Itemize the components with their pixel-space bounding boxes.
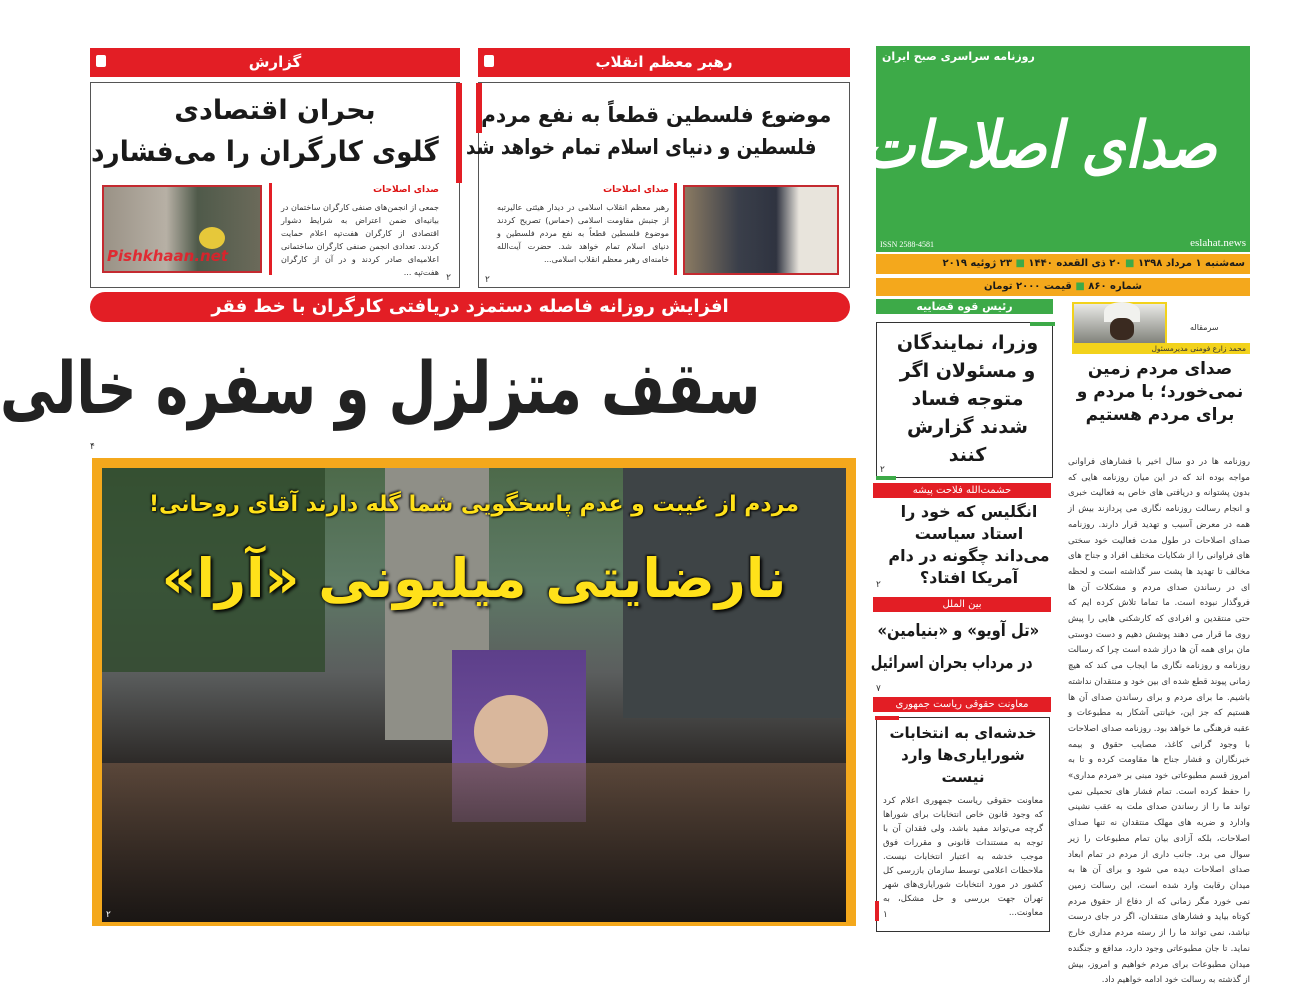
falahat-headline[interactable]: انگلیس که خود را استاد سیاست می‌داند چگونه در دام آمریکا افتاد؟ <box>888 502 1050 587</box>
issue-bar: شماره ۸۶۰ ■ قیمت ۲۰۰۰ تومان <box>876 278 1250 296</box>
leader-source: صدای اصلاحات <box>603 185 669 195</box>
price: قیمت ۲۰۰۰ تومان <box>984 281 1072 292</box>
square-icon <box>484 55 494 67</box>
cover-page-number: ۲ <box>106 910 111 920</box>
judiciary-page-number: ۲ <box>880 465 885 475</box>
gregorian-date: ۲۳ ژوئیه ۲۰۱۹ <box>942 258 1012 269</box>
report-source: صدای اصلاحات <box>373 185 439 195</box>
main-page-number: ۴ <box>90 442 95 452</box>
falahat-section-label: حشمت‌الله فلاحت پیشه <box>873 483 1051 498</box>
issn: ISSN 2588-4581 <box>880 240 935 249</box>
report-page-number: ۲ <box>446 273 451 283</box>
judiciary-box[interactable] <box>876 322 1053 478</box>
issue-number: شماره ۸۶۰ <box>1088 281 1142 292</box>
square-icon <box>96 55 106 67</box>
legal-page-number: ۱ <box>883 910 888 920</box>
cover-photo <box>102 468 846 922</box>
website[interactable]: eslahat.news <box>1190 237 1246 249</box>
report-box[interactable] <box>90 82 460 288</box>
international-headline-1[interactable]: «تل آویو» و «بنیامین» <box>877 621 1040 641</box>
international-page-number: ۷ <box>876 684 881 694</box>
international-headline-2[interactable]: در مرداب بحران اسرائیل <box>870 653 1033 673</box>
tagline: روزنامه سراسری صبح ایران <box>882 50 1035 63</box>
leader-box[interactable] <box>466 82 850 288</box>
leader-page-number: ۲ <box>485 275 490 285</box>
leader-headline-1: موضوع فلسطین قطعاً به نفع مردم <box>481 103 832 127</box>
editorial-author: محمد زارع فومنی مدیرمسئول <box>1072 343 1250 354</box>
legal-box[interactable] <box>876 717 1050 932</box>
report-body: جمعی از انجمن‌های صنفی کارگران ساختمان در بیانیه‌ای ضمن اعتراض به شرایط دشوار اقتصادی از کارگران هفت‌تپه اعلام حمایت کردند. تعدادی انجمن صنفی کارگران ساختمانی اعلامیه‌ای صادر کردند و در آن از کارگران هفت‌تپه ... <box>281 203 439 277</box>
divider <box>269 183 272 275</box>
judiciary-section-label: رئیس قوه قضاییه <box>876 299 1053 314</box>
red-corner <box>456 83 462 183</box>
editorial-body: روزنامه ها در دو سال اخیر با فشارهای فراوانی مواجه بوده اند که در این میان روزنامه هایی که بدون پشتوانه و دریافتی های خاص به فعالیت خبری و انجام رسالت روزنامه نگاری می پردازند بیش از همه در معرض آسیب و تهدید قرار دارند. روزنامه صدای اصلاحات در طول مدت فعالیت خود سختی های فراوانی را از شکایات مختلف افراد و جناح های مخالف تا تهدید ها پشت سر گذاشته است و لحظه ای در رساندن صدای مردم و مشکلات آن ها فروگذار نبوده است. ما تماما تلاش کرده ایم که حتی منتقدین و افرادی که کارشکنی هایی را پیش روی ما قرار می دهند پوشش دهیم و دست دوستی مان برای همه آن ها دراز شده است چرا که رسالت روزنامه و روزنامه نگاری ما ایجاب می کند که هیچ زمانی پیوند قطع شده ای بین خود و منتقدان نداشته باشیم. ما برای مردم و برای رساندن صدای آن ها هستیم که جز این، خیانتی آشکار به مطبوعات و عقبه فرهنگی ما خواهد بود. روزنامه صدای اصلاحات با وجود گرانی کاغذ، مصایب حقوق و بیمه خبرنگاران و فشار جناح ها مقاومت کرده و تا به امروز قسم مطبوعاتی خود مبنی بر «مردم مداری» را حفظ کرده است. تمام فشار های تحمیلی نمی تواند ما را از رساندن صدای ملت به عقب نشینی وادارد و ضربه های مهلک منتقدان نه تنها صدای اصلاحات، بلکه آزادی بیان تمام مطبوعات را زیر سوال می برد. جانب داری از مردم در تمام ابعاد صدای اصلاحات دیده می شود و برای آن ها به میدان رقابت وارد شده است، این رسالت زمین نمی خورد مگر زمانی که از دفاع از حقوق مردم کوتاه بیاید و فشارهای منتقدان، اگر در جای درست نباشد، نمی تواند ما را از رسته مردم مداری خارج نماید. تا جان مطبوعاتی وجود دارد، مدافع و جنگنده میدان مطبوعات برای مردم خواهیم و امروز، بیش از گذشته به رسالت خود ادامه خواهیم داد. <box>1068 457 1250 986</box>
logo: صدای اصلاحات <box>862 108 1217 183</box>
legal-body: معاونت حقوقی ریاست جمهوری اعلام کرد که وجود قانون خاص انتخابات برای شوراها گرچه می‌تواند مفید باشد، ولی فقدان آن با توجه به مستندات قانونی و مقررات فوق موجب خدشه به اعتبار انتخابات نیست. ملاحظات اعلامی توسط سازمان بازرسی کل کشور در مورد انتخابات شورایاری‌های شهر تهران جهت بررسی و حل مشکل، به معاونت... <box>883 796 1043 918</box>
divider <box>674 183 677 275</box>
editorial-section-label: سرمقاله <box>1190 323 1219 332</box>
editorial-headline[interactable]: صدای مردم زمین نمی‌خورد؛ با مردم و برای مردم هستیم <box>1076 359 1244 425</box>
masthead[interactable] <box>862 46 1250 252</box>
cover-photo-frame[interactable] <box>92 458 856 926</box>
judiciary-headline: وزرا، نمایندگان و مسئولان اگر متوجه فساد شدند گزارش کنند <box>896 332 1039 466</box>
weekday-date: سه‌شنبه ۱ مرداد ۱۳۹۸ <box>1137 258 1245 269</box>
international-section-label: بین الملل <box>873 597 1051 612</box>
dateline-bar: سه‌شنبه ۱ مرداد ۱۳۹۸ ■ ۲۰ ذی القعده ۱۴۴۰ ■ ۲۳ ژوئیه ۲۰۱۹ <box>876 254 1250 274</box>
watermark: Pishkhaan.net <box>107 247 229 265</box>
banner: افزایش روزانه فاصله دستمزد دریافتی کارگران با خط فقر <box>90 292 850 322</box>
report-headline-2: گلوی کارگران را می‌فشارد <box>91 135 439 168</box>
leader-photo <box>683 185 839 275</box>
legal-section-label: معاونت حقوقی ریاست جمهوری <box>873 697 1051 712</box>
main-headline[interactable]: سقف متزلزل و سفره خالی <box>0 346 761 430</box>
hijri-date: ۲۰ ذی القعده ۱۴۴۰ <box>1028 258 1122 269</box>
leader-section-header <box>478 48 850 77</box>
cover-kicker: مردم از غیبت و عدم پاسخگویی شما گله دارند آقای روحانی! <box>148 492 800 517</box>
leader-section-label: رهبر معظم انقلاب <box>595 53 733 71</box>
report-section-header <box>90 48 460 77</box>
legal-headline: خدشه‌ای به انتخابات شورایاری‌ها وارد نیست <box>889 724 1037 786</box>
cover-headline: نارضایتی میلیونی «آرا» <box>161 547 787 610</box>
report-headline-1: بحران اقتصادی <box>174 95 376 126</box>
leader-body: رهبر معظم انقلاب اسلامی در دیدار هیئتی عالیرتبه از جنبش مقاومت اسلامی (حماس) تصریح کردند موضوع فلسطین قطعاً به نفع مردم فلسطین و دنیای اسلام تمام خواهد شد. حضرت آیت‌الله خامنه‌ای رهبر معظم انقلاب اسلامی... <box>497 203 669 264</box>
falahat-page-number: ۲ <box>876 580 881 590</box>
leader-headline-2: فلسطین و دنیای اسلام تمام خواهد شد <box>466 135 817 159</box>
report-section-label: گزارش <box>248 53 302 71</box>
